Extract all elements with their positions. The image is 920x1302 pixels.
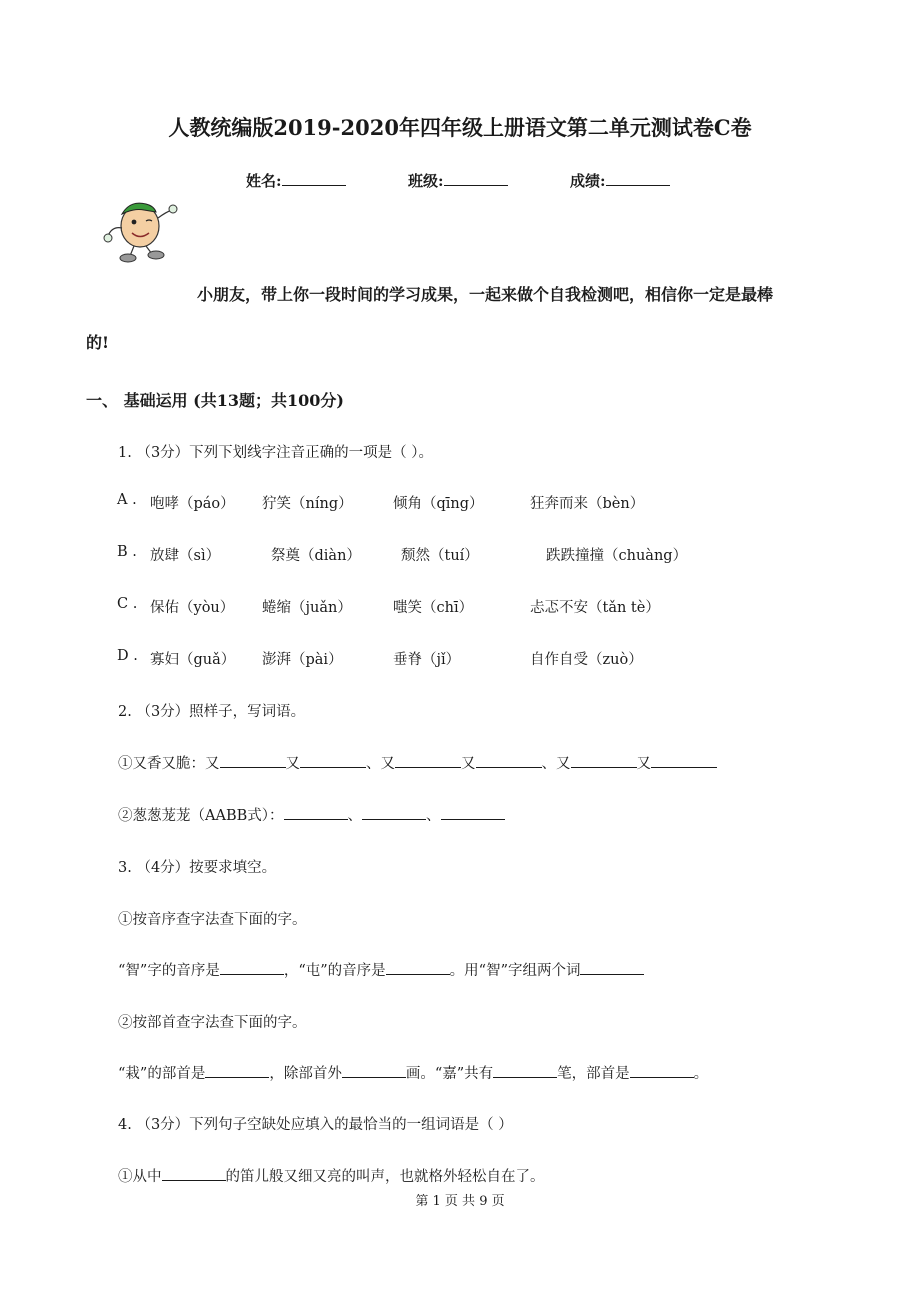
q2-line-2 — [118, 804, 505, 825]
q4-text: ①从中 — [118, 1169, 162, 1185]
q4-stem: 4. （3分）下列句子空缺处应填入的最恰当的一组词语是（ ） — [118, 1117, 513, 1133]
mascot-illustration — [100, 196, 182, 264]
q3-stem: 3. （4分）按要求填空。 — [118, 860, 277, 876]
option-label: C . — [117, 596, 138, 612]
page-title: 人教统编版2019-2020年四年级上册语文第二单元测试卷C卷 — [168, 115, 752, 140]
score-blank[interactable] — [606, 171, 670, 186]
fill-blank[interactable] — [571, 753, 637, 768]
name-blank[interactable] — [282, 171, 346, 186]
fill-blank[interactable] — [205, 1063, 269, 1078]
separator: 、 — [541, 756, 556, 772]
you-char: 又 — [636, 756, 651, 772]
option-item: 放肆（sì） — [150, 548, 221, 564]
q1-stem: 1. （3分）下列下划线字注音正确的一项是（ ）。 — [118, 445, 434, 461]
q3-line-1 — [118, 959, 644, 980]
fill-blank[interactable] — [300, 753, 366, 768]
option-label: B . — [117, 544, 137, 560]
fill-blank[interactable] — [395, 753, 461, 768]
option-item: 狂奔而来（bèn） — [530, 496, 645, 512]
you-char: 又 — [205, 756, 220, 772]
intro-line-1: 小朋友，带上你一段时间的学习成果，一起来做个自我检测吧，相信你一定是最棒 — [197, 285, 774, 304]
option-item: 澎湃（pài） — [262, 652, 343, 668]
option-item: 垂脊（jǐ） — [393, 652, 461, 668]
q4-line-1 — [118, 1165, 545, 1186]
q2-line-1 — [118, 752, 717, 773]
option-item: 嗤笑（chī） — [393, 600, 474, 616]
section-1-title: 一、 基础运用 (共13题；共100分) — [86, 391, 344, 410]
fill-blank[interactable] — [476, 753, 542, 768]
option-label: A . — [117, 492, 137, 508]
fill-blank[interactable] — [362, 805, 426, 820]
q3-line-2 — [118, 1062, 708, 1083]
name-label: 姓名: — [246, 172, 282, 190]
fill-blank[interactable] — [342, 1063, 406, 1078]
q3-sub-2: ②按部首查字法查下面的字。 — [118, 1015, 307, 1031]
q2-prefix: ①又香又脆： — [118, 756, 205, 772]
option-label: D . — [117, 648, 138, 664]
separator: 、 — [347, 808, 363, 824]
q3-text: 。 — [693, 1066, 709, 1082]
name-field — [246, 170, 346, 191]
q3-text: 画。“嘉”共有 — [405, 1066, 494, 1082]
fill-blank[interactable] — [580, 960, 644, 975]
fill-blank[interactable] — [651, 753, 717, 768]
q3-text: 。用“智”字组两个词 — [449, 963, 581, 979]
option-item: 跌跌撞撞（chuàng） — [546, 548, 688, 564]
intro-line-2: 的! — [86, 333, 110, 352]
option-item: 狞笑（níng） — [262, 496, 353, 512]
option-item: 保佑（yòu） — [150, 600, 235, 616]
option-item: 倾角（qīng） — [393, 496, 484, 512]
option-item: 祭奠（diàn） — [271, 548, 361, 564]
you-char: 又 — [461, 756, 476, 772]
class-field — [408, 170, 508, 191]
q3-text: 笔，部首是 — [557, 1066, 630, 1082]
page-footer: 第 1 页 共 9 页 — [415, 1194, 505, 1209]
score-label: 成绩: — [570, 172, 606, 190]
you-char: 又 — [380, 756, 395, 772]
fill-blank[interactable] — [386, 960, 450, 975]
q3-sub-1: ①按音序查字法查下面的字。 — [118, 912, 307, 928]
q4-text: 的笛儿般又细又亮的叫声，也就格外轻松自在了。 — [225, 1169, 545, 1185]
option-item: 咆哮（páo） — [150, 496, 235, 512]
option-item: 忐忑不安（tǎn tè） — [530, 600, 660, 616]
option-item: 蜷缩（juǎn） — [262, 600, 352, 616]
fill-blank[interactable] — [220, 753, 286, 768]
fill-blank[interactable] — [441, 805, 505, 820]
class-blank[interactable] — [444, 171, 508, 186]
q3-text: ，“屯”的音序是 — [283, 963, 386, 979]
separator: 、 — [426, 808, 441, 824]
option-item: 寡妇（guǎ） — [150, 652, 236, 668]
score-field — [570, 170, 670, 191]
option-item: 自作自受（zuò） — [530, 652, 643, 668]
q3-text: ，除部首外 — [269, 1066, 342, 1082]
q2-stem: 2. （3分）照样子，写词语。 — [118, 704, 306, 720]
class-label: 班级: — [408, 172, 444, 190]
fill-blank[interactable] — [162, 1166, 226, 1181]
separator: 、 — [366, 756, 381, 772]
option-item: 颓然（tuí） — [401, 548, 479, 564]
fill-blank[interactable] — [284, 805, 348, 820]
you-char: 又 — [556, 756, 571, 772]
q2-prefix: ②葱葱茏茏（AABB式）： — [118, 808, 284, 824]
you-char: 又 — [285, 756, 300, 772]
fill-blank[interactable] — [630, 1063, 694, 1078]
q3-text: “智”字的音序是 — [118, 963, 220, 979]
fill-blank[interactable] — [220, 960, 284, 975]
fill-blank[interactable] — [493, 1063, 557, 1078]
q3-text: “栽”的部首是 — [118, 1066, 206, 1082]
